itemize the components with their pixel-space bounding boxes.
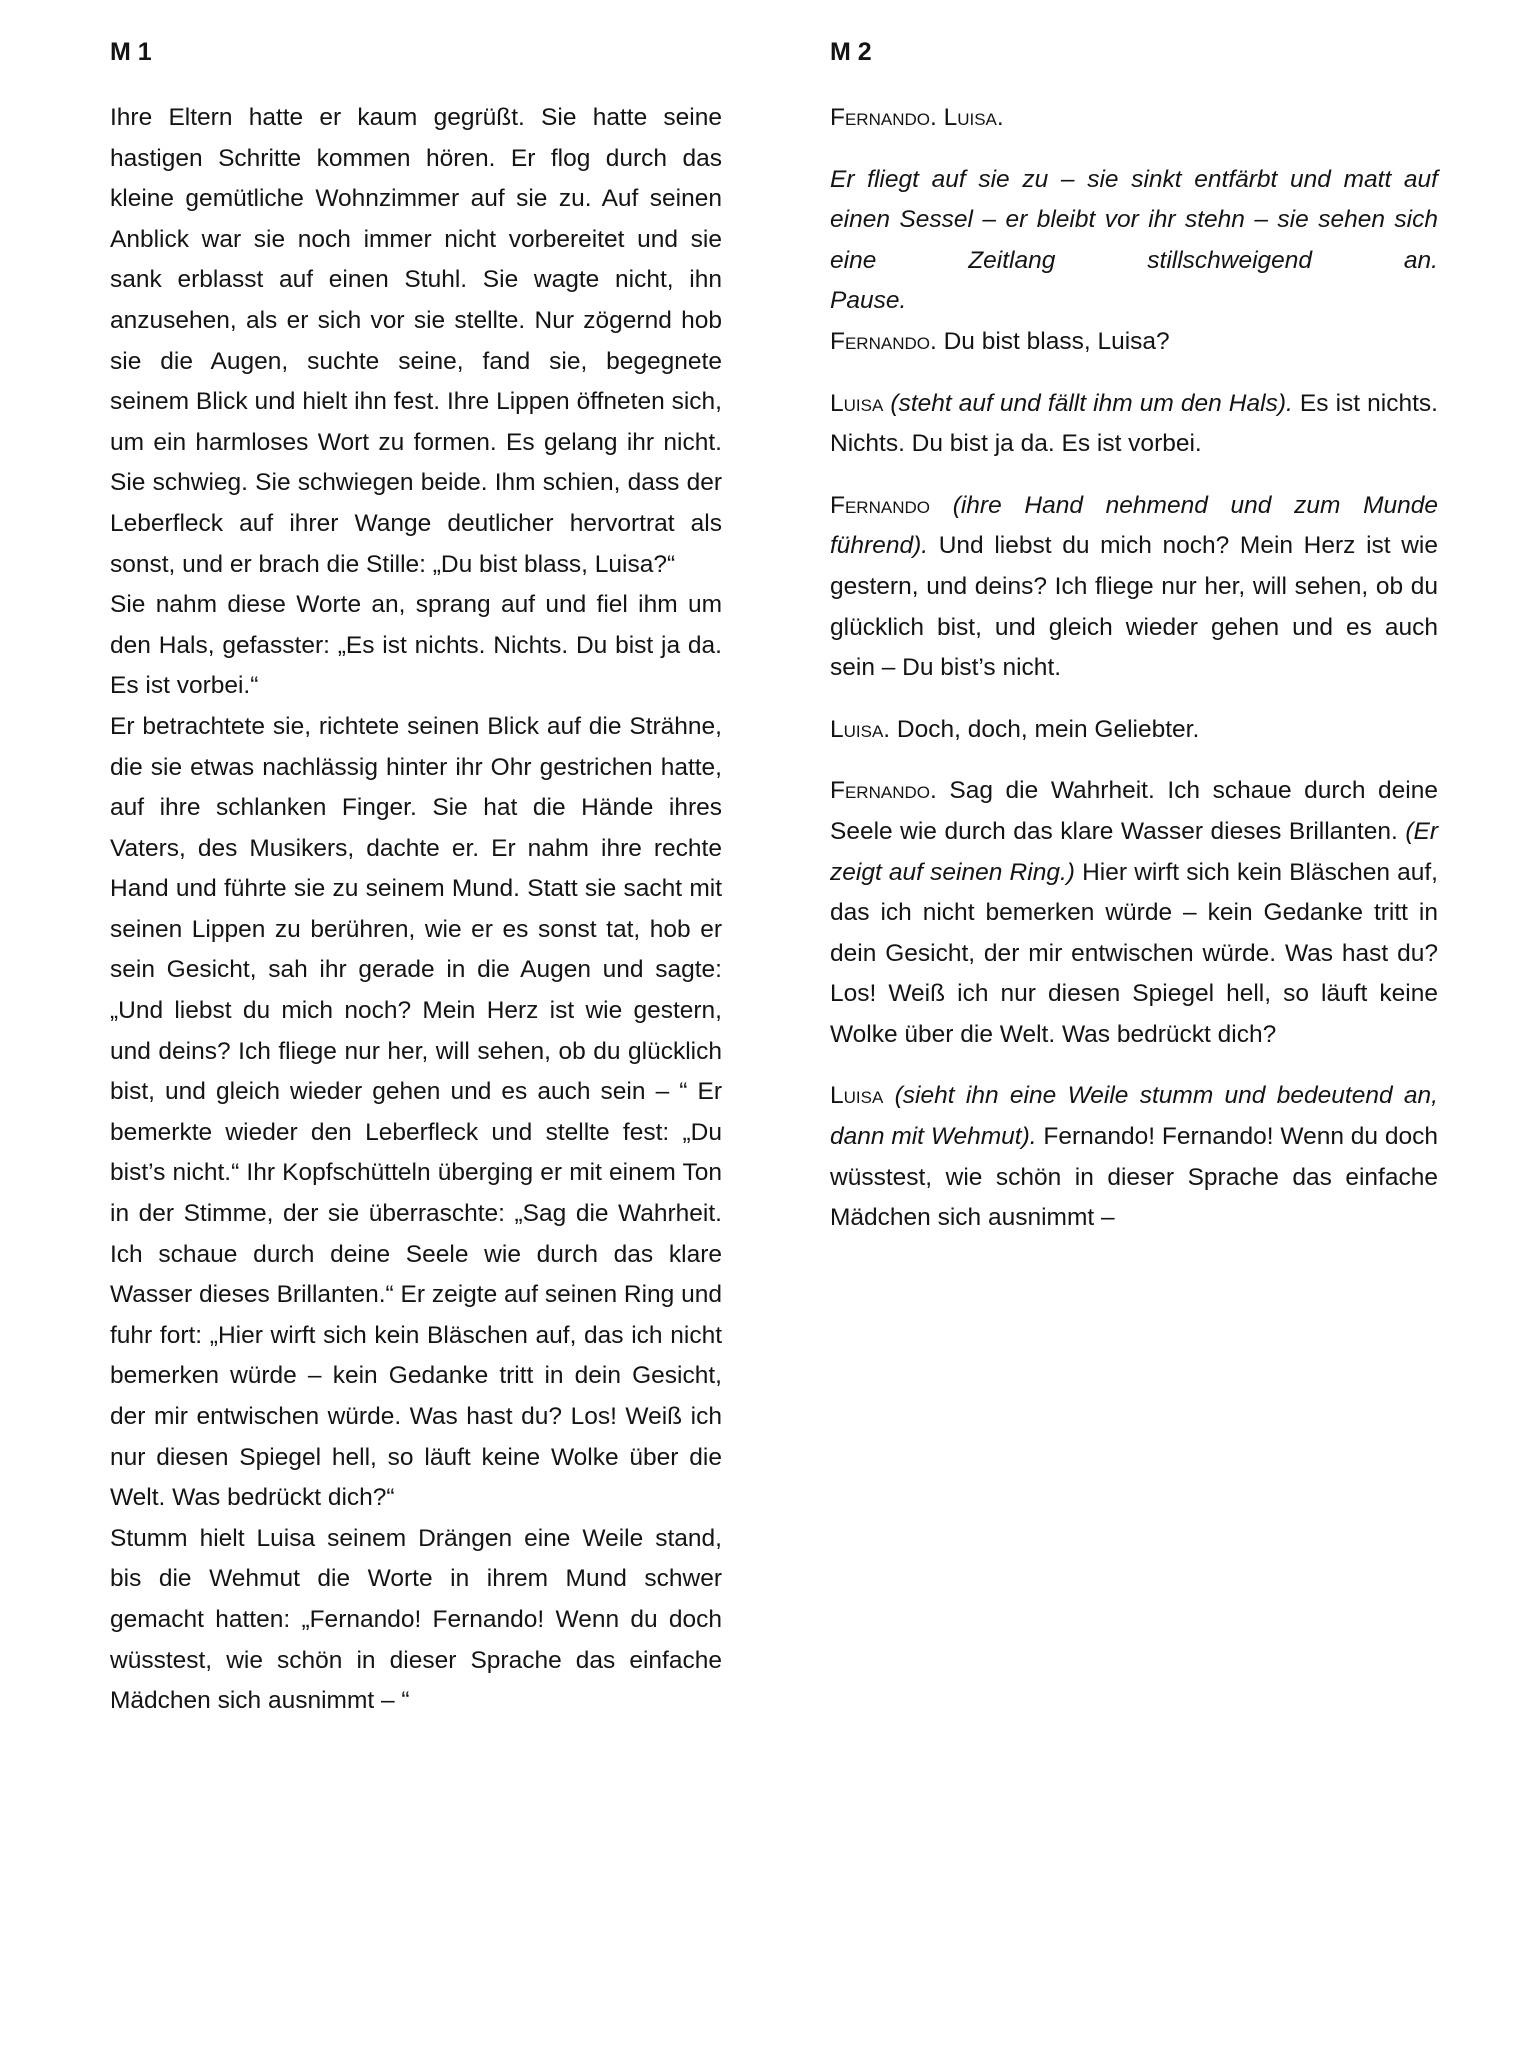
speaker-name: Luisa. bbox=[830, 715, 891, 743]
paragraph bbox=[830, 384, 1438, 465]
speaker-name: Fernando. Luisa. bbox=[830, 104, 1004, 131]
stage-direction: (sieht ihn eine Weile stumm und bedeutend an, dann mit Wehmut). bbox=[830, 1082, 1438, 1151]
speaker-name: Luisa bbox=[830, 1082, 895, 1110]
text-segment: Hier wirft sich kein Bläschen auf, das ich nicht bemerken würde – kein Gedanke tritt in dein Gesicht, der mir entwischen würde. Was hast du? Los! Weiß ich nur diesen Spiegel hell, so läuft keine Wolke über die Welt. Was bedrückt dich? bbox=[830, 858, 1438, 1048]
column-m2-body bbox=[830, 98, 1438, 1239]
stage-direction: (steht auf und fällt ihm um den Hals). bbox=[890, 389, 1293, 417]
paragraph bbox=[830, 486, 1438, 689]
paragraph bbox=[110, 98, 722, 585]
text-segment: Sie nahm diese Worte an, sprang auf und fiel ihm um den Hals, gefasster: „Es ist nichts. Nichts. Du bist ja da. Es ist vorbei.“ bbox=[110, 591, 722, 700]
text-segment: Stumm hielt Luisa seinem Drängen eine Weile stand, bis die Wehmut die Worte in ihrem Mund schwer gemacht hatten: „Fernando! Fernando! Wenn du doch wüsstest, wie schön in dieser Sprache das einfache Mädchen sich ausnimmt – “ bbox=[110, 1524, 722, 1715]
speaker-name: Fernando bbox=[830, 491, 953, 519]
stage-direction: (ihre Hand nehmend und zum Munde führend). bbox=[830, 491, 1439, 560]
column-m2-heading: M 2 bbox=[830, 38, 872, 66]
text-segment: Du bist blass, Luisa? bbox=[936, 327, 1170, 355]
column-m2 bbox=[830, 34, 1438, 1260]
speaker-name: Fernando. bbox=[830, 777, 937, 805]
paragraph bbox=[830, 322, 1438, 363]
paragraph bbox=[830, 98, 1438, 139]
text-segment: Ihre Eltern hatte er kaum gegrüßt. Sie hatte seine hastigen Schritte kommen hören. Er flog durch das kleine gemütliche Wohnzimmer auf sie zu. Auf seinen Anblick war sie noch immer nicht vorbereitet und sie sank erblasst auf einen Stuhl. Sie wagte nicht, ihn anzusehen, als er sich vor sie stellte. Nur zögernd hob sie die Augen, suchte seine, fand sie, begegnete seinem Blick und hielt ihn fest. Ihre Lippen öffneten sich, um ein harmloses Wort zu formen. Es gelang ihr nicht. Sie schwieg. Sie schwiegen beide. Ihm schien, dass der Leberfleck auf ihrer Wange deutlicher hervortrat als sonst, und er brach die Stille: „Du bist blass, Luisa?“ bbox=[110, 104, 722, 578]
text-segment: Sag die Wahrheit. Ich schaue durch deine Seele wie durch das klare Wasser dieses Brillanten. bbox=[830, 777, 1438, 845]
paragraph bbox=[830, 1076, 1438, 1238]
stage-direction: (Er zeigt auf seinen Ring.) bbox=[830, 817, 1438, 886]
text-segment: Er betrachtete sie, richtete seinen Blick auf die Strähne, die sie etwas nachlässig hinter ihr Ohr gestrichen hatte, auf ihre schlanken Finger. Sie hat die Hände ihres Vaters, des Musikers, dachte er. Er nahm ihre rechte Hand und führte sie zu seinem Mund. Statt sie sacht mit seinen Lippen zu berühren, wie er es sonst tat, hob er sein Gesicht, sah ihr gerade in die Augen und sagte: „Und liebst du mich noch? Mein Herz ist wie gestern, und deins? Ich fliege nur her, will sehen, ob du glücklich bist, und gleich wieder gehen und es auch sein – “ Er bemerkte wieder den Leberfleck und stellte fest: „Du bist’s nicht.“ Ihr Kopfschütteln überging er mit einem Ton in der Stimme, der sie überraschte: „Sag die Wahrheit. Ich schaue durch deine Seele wie durch das klare Wasser dieses Brillanten.“ Er zeigte auf seinen Ring und fuhr fort: „Hier wirft sich kein Bläschen auf, das ich nicht bemerken würde – kein Gedanke tritt in dein Gesicht, der mir entwischen würde. Was hast du? Los! Weiß ich nur diesen Spiegel hell, so läuft keine Wolke über die Welt. Was bedrückt dich?“ bbox=[110, 712, 722, 1512]
stage-direction: Er fliegt auf sie zu – sie sinkt entfärbt und matt auf einen Sessel – er bleibt vor ihr stehn – sie sehen sich eine Zeitlang stillschweigend an. bbox=[830, 165, 1438, 274]
column-m1 bbox=[110, 34, 722, 1722]
paragraph bbox=[830, 771, 1438, 1055]
paragraph bbox=[830, 710, 1438, 751]
column-m1-body bbox=[110, 98, 722, 1722]
paragraph bbox=[110, 585, 722, 707]
paragraph bbox=[110, 1519, 722, 1722]
text-segment: Doch, doch, mein Geliebter. bbox=[890, 715, 1200, 743]
text-segment: Es ist nichts. Nichts. Du bist ja da. Es ist vorbei. bbox=[830, 389, 1438, 458]
text-segment: Fernando! Fernando! Wenn du doch wüsstest, wie schön in dieser Sprache das einfache Mädchen sich ausnimmt – bbox=[830, 1123, 1439, 1232]
column-m1-heading: M 1 bbox=[110, 38, 152, 66]
stage-direction: Pause. bbox=[830, 287, 907, 315]
paragraph bbox=[830, 160, 1438, 322]
text-segment: Und liebst du mich noch? Mein Herz ist wie gestern, und deins? Ich fliege nur her, will sehen, ob du glücklich bist, und gleich wieder gehen und es auch sein – Du bist’s nicht. bbox=[830, 532, 1438, 682]
speaker-name: Fernando. bbox=[830, 327, 937, 355]
paragraph bbox=[110, 707, 722, 1519]
speaker-name: Luisa bbox=[830, 389, 891, 417]
